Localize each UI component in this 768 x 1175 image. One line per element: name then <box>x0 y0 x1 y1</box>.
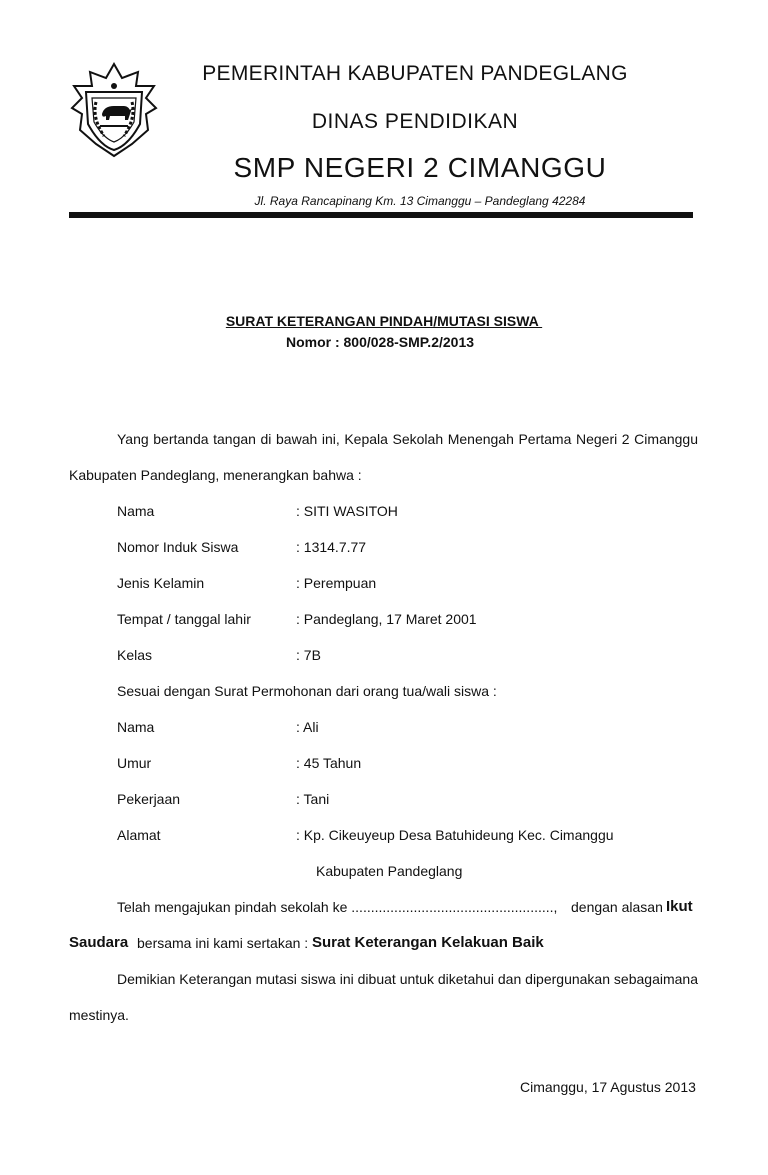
parent-job-value: : Tani <box>296 791 330 807</box>
transfer-reason-prefix: dengan alasan <box>571 899 663 915</box>
letterhead-government: PEMERINTAH KABUPATEN PANDEGLANG <box>202 62 628 85</box>
parent-job-label: Pekerjaan <box>117 791 181 807</box>
regency-emblem-logo <box>70 62 158 160</box>
letterhead-address: Jl. Raya Rancapinang Km. 13 Cimanggu – Pandeglang 42284 <box>254 194 586 208</box>
place-and-date: Cimanggu, 17 Agustus 2013 <box>520 1079 696 1095</box>
transfer-reason-word-2: Saudara <box>69 934 129 951</box>
parent-address-value: : Kp. Cikeuyeup Desa Batuhideung Kec. Cimanggu <box>296 827 614 843</box>
parent-age-label: Umur <box>117 755 152 771</box>
student-name-value: : SITI WASITOH <box>296 503 398 519</box>
intro-line-1: Yang bertanda tangan di bawah ini, Kepala Sekolah Menengah Pertama Negeri 2 Cimanggu <box>117 431 698 447</box>
document-number: Nomor : 800/028-SMP.2/2013 <box>285 334 475 350</box>
parent-address-label: Alamat <box>117 827 161 843</box>
closing-line-1: Demikian Keterangan mutasi siswa ini dibuat untuk diketahui dan dipergunakan sebagaimana <box>117 971 698 987</box>
student-class-label: Kelas <box>117 647 153 663</box>
student-name-label: Nama <box>117 503 155 519</box>
letterhead-divider <box>69 212 693 218</box>
letterhead-department: DINAS PENDIDIKAN <box>311 110 519 133</box>
transfer-attachment-prefix: bersama ini kami sertakan : <box>137 935 309 951</box>
parent-name-value: : Ali <box>296 719 319 735</box>
student-birth-label: Tempat / tanggal lahir <box>117 611 251 627</box>
document-title: SURAT KETERANGAN PINDAH/MUTASI SISWA <box>225 313 543 329</box>
parent-intro: Sesuai dengan Surat Permohonan dari orang tua/wali siswa : <box>117 683 497 699</box>
parent-name-label: Nama <box>117 719 155 735</box>
student-id-label: Nomor Induk Siswa <box>117 539 239 555</box>
transfer-line-1: Telah mengajukan pindah sekolah ke ...................................................., <box>117 899 558 915</box>
parent-address-continued: Kabupaten Pandeglang <box>316 863 463 879</box>
student-gender-label: Jenis Kelamin <box>117 575 205 591</box>
student-gender-value: : Perempuan <box>296 575 377 591</box>
transfer-reason-word-1: Ikut <box>666 898 693 915</box>
student-class-value: : 7B <box>296 647 321 663</box>
closing-line-2: mestinya. <box>69 1007 129 1023</box>
letterhead-school-name: SMP NEGERI 2 CIMANGGU <box>233 152 607 183</box>
transfer-attachment: Surat Keterangan Kelakuan Baik <box>312 934 544 951</box>
parent-age-value: : 45 Tahun <box>296 755 362 771</box>
student-birth-value: : Pandeglang, 17 Maret 2001 <box>296 611 477 627</box>
student-id-value: : 1314.7.77 <box>296 539 367 555</box>
intro-line-2: Kabupaten Pandeglang, menerangkan bahwa : <box>69 467 362 483</box>
